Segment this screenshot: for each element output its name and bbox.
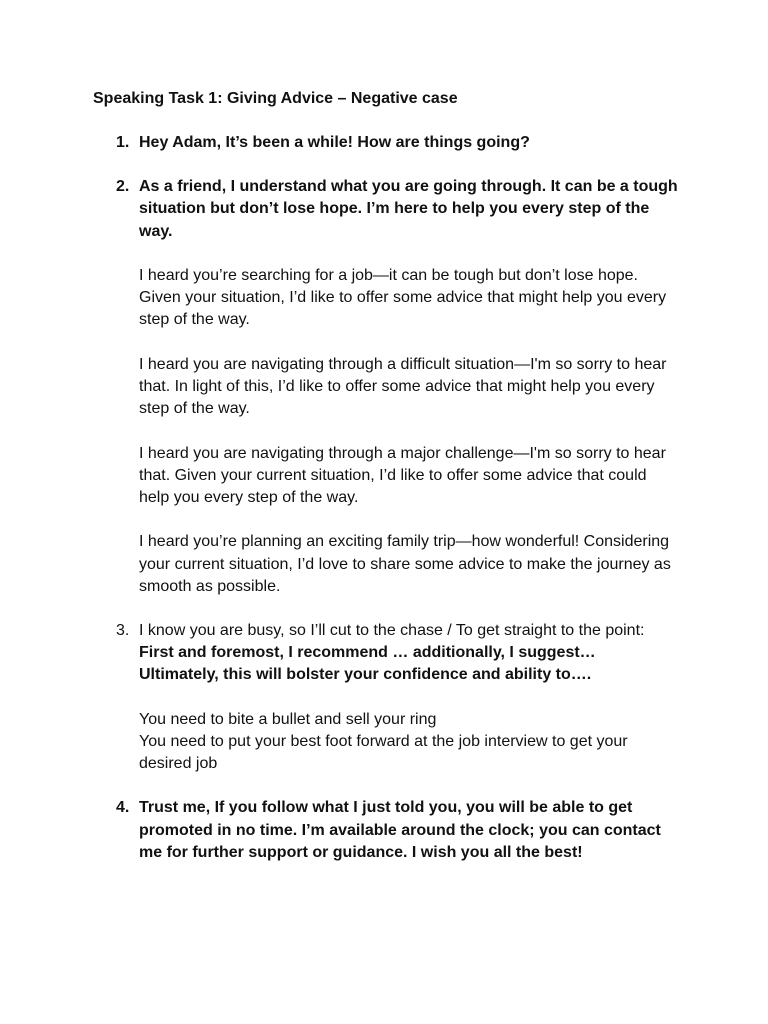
list-item-4: [0, 797, 679, 864]
advice-structure: First and foremost, I recommend … additionally, I suggest… Ultimately, this will bolster your confidence and ability to….: [139, 644, 596, 684]
advice-paragraph: [139, 620, 679, 687]
list-item-3: [0, 620, 679, 775]
document-title: Speaking Task 1: Giving Advice – Negative case: [93, 90, 458, 107]
greeting-text: Hey Adam, It’s been a while! How are things going?: [139, 134, 530, 151]
list-number: 3.: [116, 622, 130, 639]
list-item-2: [0, 176, 679, 598]
advice-intro: I know you are busy, so I’ll cut to the chase / To get straight to the point:: [139, 622, 645, 639]
list-item-1: [0, 132, 679, 154]
list-number: 2.: [116, 178, 130, 196]
example-line: You need to bite a bullet and sell your ring: [139, 710, 437, 728]
numbered-list: [0, 132, 768, 886]
list-number: 1.: [116, 134, 130, 151]
empathy-lead-text: As a friend, I understand what you are going through. It can be a tough situation but don’t lose hope. I’m here to help you every step of the way.: [139, 178, 678, 240]
example-line: You need to put your best foot forward at the job interview to get your desired job: [139, 733, 628, 773]
variant-paragraph: I heard you are navigating through a major challenge—I'm so sorry to hear that. Given your current situation, I’d like to offer some advice that could help you every step of the way.: [139, 444, 666, 506]
variant-paragraph: I heard you’re planning an exciting family trip—how wonderful! Considering your current situation, I’d love to share some advice to make the journey as smooth as possible.: [139, 533, 671, 595]
list-number: 4.: [116, 799, 130, 817]
variant-paragraph: I heard you are navigating through a difficult situation—I'm so sorry to hear that. In light of this, I’d like to offer some advice that might help you every step of the way.: [139, 355, 667, 418]
closing-text: Trust me, If you follow what I just told you, you will be able to get promoted in no time. I’m available around the clock; you can contact me for further support or guidance. I wish you all the best!: [139, 799, 661, 861]
variant-paragraph: I heard you’re searching for a job—it can be tough but don’t lose hope. Given your situation, I’d like to offer some advice that might help you every step of the way.: [139, 267, 667, 329]
